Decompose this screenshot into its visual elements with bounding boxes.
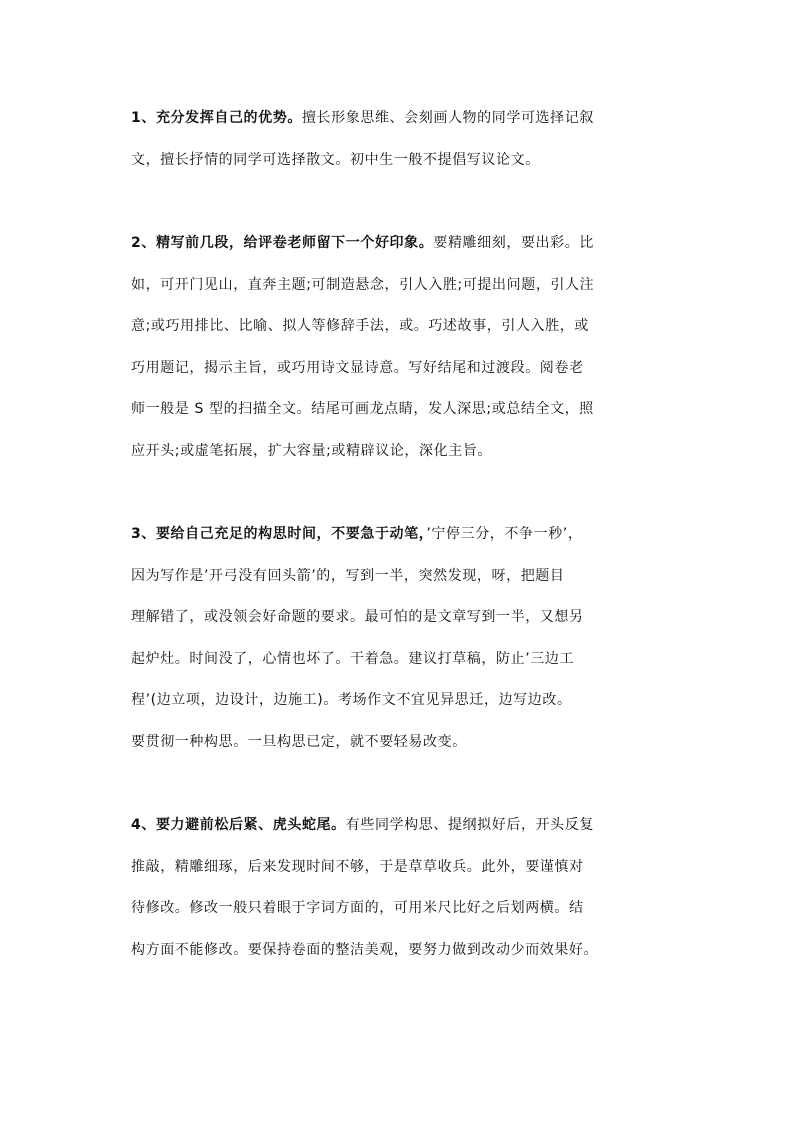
text-line: 推敲，精雕细琢，后来发现时间不够，于是草草收兵。此外，要谨慎对 <box>131 858 584 875</box>
text-line: 文，擅长抒情的同学可选择散文。初中生一般不提倡写议论文。 <box>131 151 540 168</box>
text-line: 构方面不能修改。要保持卷面的整洁美观，要努力做到改动少而效果好。 <box>131 941 599 958</box>
section-text: ’宁停三分，不争一秒’， <box>426 526 583 542</box>
section-heading: 1、充分发挥自己的优势。 <box>131 110 302 126</box>
text-line: 理解错了，或没领会好命题的要求。最可怕的是文章写到一半，又想另 <box>131 609 584 625</box>
tip-section-4 <box>131 805 671 971</box>
text-line: 待修改。修改一般只着眼于字词方面的，可用米尺比好之后划两横。结 <box>131 900 584 916</box>
section-text: 有些同学构思、提纲拟好后，开头反复 <box>345 817 594 833</box>
text-line: 如，可开门见山，直奔主题;可制造悬念，引人入胜;可提出问题，引人注 <box>131 276 595 293</box>
text-line: 因为写作是’开弓没有回头箭’的，写到一半，突然发现，呀，把题目 <box>131 567 565 584</box>
text-line <box>131 805 671 847</box>
text-line: 要贯彻一种构思。一旦构思已定，就不要轻易改变。 <box>131 733 467 750</box>
text-line: 起炉灶。时间没了，心情也坏了。干着急。建议打草稿，防止’三边工 <box>131 650 575 667</box>
text-line: 巧用题记，揭示主旨，或巧用诗文显诗意。写好结尾和过渡段。阅卷老 <box>131 359 584 376</box>
section-text: 要精雕细刻，要出彩。比 <box>433 235 594 251</box>
section-text: 擅长形象思维、会刻画人物的同学可选择记叙 <box>301 110 594 126</box>
text-line: 应开头;或虚笔拓展，扩大容量;或精辟议论，深化主旨。 <box>131 442 493 459</box>
section-heading: 3、要给自己充足的构思时间，不要急于动笔， <box>131 526 427 542</box>
text-line <box>131 223 671 265</box>
section-heading: 4、要力避前松后紧、虎头蛇尾。 <box>131 817 346 833</box>
text-line <box>131 98 671 140</box>
text-line: 意;或巧用排比、比喻、拟人等修辞手法，或。巧述故事，引人入胜，或 <box>131 318 589 334</box>
text-line <box>131 514 671 556</box>
tip-section-1 <box>131 98 671 181</box>
section-heading: 2、精写前几段，给评卷老师留下一个好印象。 <box>131 235 434 251</box>
tip-section-2 <box>131 223 671 472</box>
tip-section-3 <box>131 514 671 763</box>
text-line: 师一般是 S 型的扫描全文。结尾可画龙点睛，发人深思;或总结全文，照 <box>131 401 594 417</box>
text-line: 程’(边立项，边设计，边施工)。考场作文不宜见异思迁，边写边改。 <box>131 692 572 708</box>
